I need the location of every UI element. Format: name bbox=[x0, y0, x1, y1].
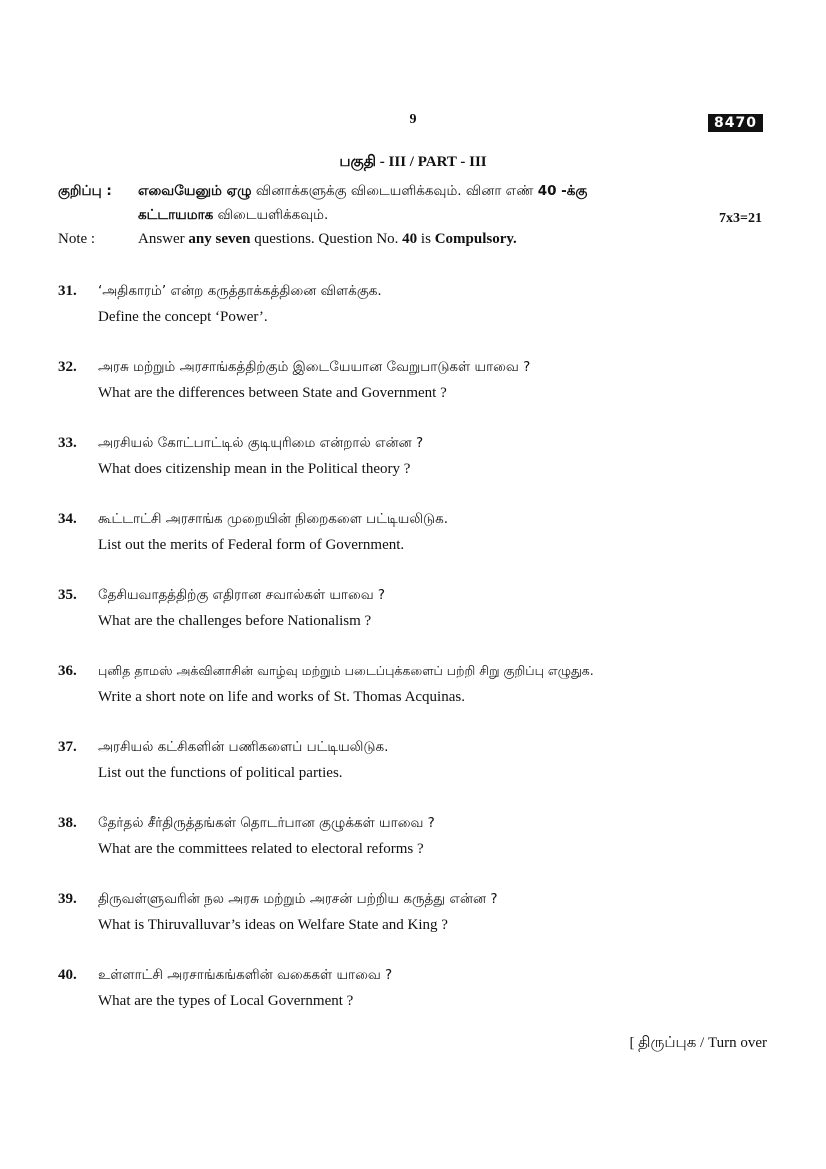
question-text-tamil: அரசியல் கோட்பாட்டில் குடியுரிமை என்றால் என்ன ? bbox=[98, 435, 424, 451]
question-text-tamil: கூட்டாட்சி அரசாங்க முறையின் நிறைகளை பட்டியலிடுக. bbox=[98, 511, 449, 527]
tamil-note-compulsory: கட்டாயமாக bbox=[138, 207, 214, 223]
question-text-english: List out the functions of political parties. bbox=[98, 765, 343, 781]
tamil-note-emphasis: எவையேனும் ஏழு bbox=[138, 183, 252, 199]
question-text-tamil: அரசியல் கட்சிகளின் பணிகளைப் பட்டியலிடுக. bbox=[98, 739, 389, 755]
question-text-tamil: அரசு மற்றும் அரசாங்கத்திற்கும் இடையேயான வேறுபாடுகள் யாவை ? bbox=[98, 359, 531, 375]
english-note-label: Note : bbox=[58, 231, 96, 247]
question-number: 37. bbox=[58, 739, 77, 755]
turn-over-footer: [ திருப்புக / Turn over bbox=[629, 1035, 767, 1051]
tamil-note-text: வினாக்களுக்கு விடையளிக்கவும். வினா எண் bbox=[251, 183, 538, 199]
question-text-english: Write a short note on life and works of St. Thomas Acquinas. bbox=[98, 689, 465, 705]
question-number: 39. bbox=[58, 891, 77, 907]
tamil-note-label: குறிப்பு : bbox=[58, 183, 112, 199]
marks-allocation: 7x3=21 bbox=[719, 211, 762, 226]
question-number: 32. bbox=[58, 359, 77, 375]
question-text-english: What is Thiruvalluvar’s ideas on Welfare State and King ? bbox=[98, 917, 448, 933]
question-number: 34. bbox=[58, 511, 77, 527]
question-number: 36. bbox=[58, 663, 77, 679]
question-text-english: What does citizenship mean in the Political theory ? bbox=[98, 461, 411, 477]
question-text-tamil: புனித தாமஸ் அக்வினாசின் வாழ்வு மற்றும் படைப்புக்களைப் பற்றி சிறு குறிப்பு எழுதுக. bbox=[98, 663, 594, 678]
paper-code-badge: 8470 bbox=[708, 114, 763, 132]
question-text-english: What are the differences between State and Government ? bbox=[98, 385, 447, 401]
tamil-note-question-number: 40 -க்கு bbox=[537, 183, 588, 199]
page-number: 9 bbox=[409, 112, 417, 127]
part-title: பகுதி - III / PART - III bbox=[339, 154, 487, 170]
question-text-english: What are the types of Local Government ? bbox=[98, 993, 354, 1009]
question-number: 38. bbox=[58, 815, 77, 831]
question-text-english: What are the challenges before Nationalism ? bbox=[98, 613, 372, 629]
question-text-english: What are the committees related to electoral reforms ? bbox=[98, 841, 424, 857]
question-text-english: Define the concept ‘Power’. bbox=[98, 309, 268, 325]
tamil-note-line-2 bbox=[138, 207, 328, 225]
question-text-tamil: ‘அதிகாரம்’ என்ற கருத்தாக்கத்தினை விளக்குக. bbox=[98, 283, 382, 299]
english-note-text: Answer any seven questions. Question No. 40 is Compulsory. bbox=[138, 231, 517, 247]
question-text-tamil: தேசியவாதத்திற்கு எதிரான சவால்கள் யாவை ? bbox=[98, 587, 386, 603]
question-number: 31. bbox=[58, 283, 77, 299]
question-text-tamil: திருவள்ளுவரின் நல அரசு மற்றும் அரசன் பற்றிய கருத்து என்ன ? bbox=[98, 891, 498, 907]
question-number: 33. bbox=[58, 435, 77, 451]
question-number: 35. bbox=[58, 587, 77, 603]
question-text-tamil: உள்ளாட்சி அரசாங்கங்களின் வகைகள் யாவை ? bbox=[98, 967, 393, 983]
tamil-note-text-2: விடையளிக்கவும். bbox=[213, 207, 329, 223]
tamil-note-line-1 bbox=[138, 183, 587, 201]
question-text-tamil: தேர்தல் சீர்திருத்தங்கள் தொடர்பான குழுக்கள் யாவை ? bbox=[98, 815, 435, 831]
question-number: 40. bbox=[58, 967, 77, 983]
question-text-english: List out the merits of Federal form of Government. bbox=[98, 537, 405, 553]
